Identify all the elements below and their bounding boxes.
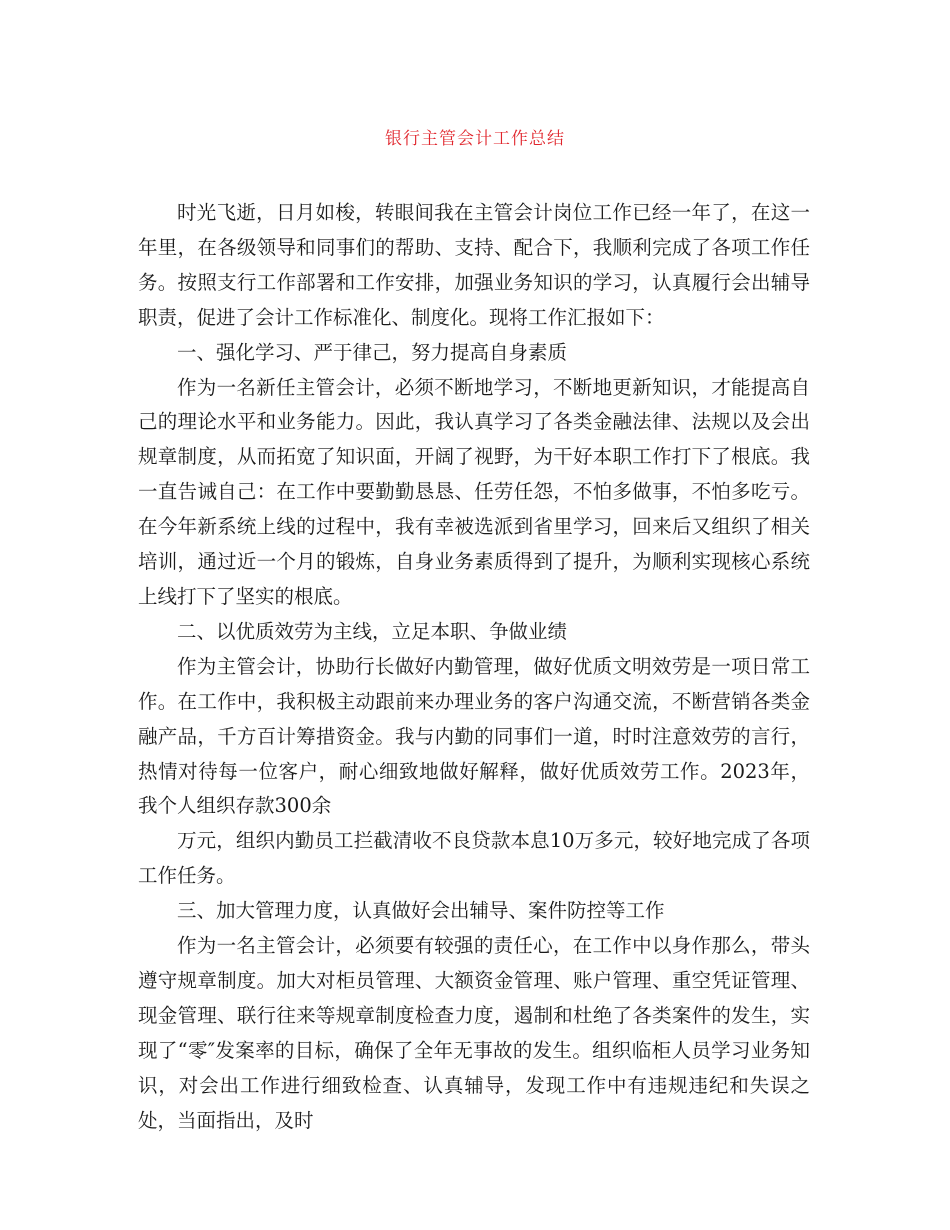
paragraph-section-2-cont: 万元，组织内勤员工拦截清收不良贷款本息10万多元，较好地完成了各项工作任务。 [138,829,810,888]
section-heading-1: 一、强化学习、严于律己，努力提高自身素质 [177,340,568,364]
section-heading-3: 三、加大管理力度，认真做好会出辅导、案件防控等工作 [177,899,665,923]
paragraph-section-3: 作为一名主管会计，必须要有较强的责任心，在工作中以身作那么，带头遵守规章制度。加大对柜员管理、大额资金管理、账户管理、重空凭证管理、现金管理、联行往来等规章制度检查力度，遏制和杜绝了各类案件的发生，实现了“零″发案率的目标，确保了全年无事故的发生。组织临柜人员学习业务知识，对会出工作进行细致检查、认真辅导，发现工作中有违规违纪和失误之处，当面指出，及时 [138,934,810,1132]
paragraph-section-1: 作为一名新任主管会计，必须不断地学习，不断地更新知识，才能提高自己的理论水平和业务能力。因此，我认真学习了各类金融法律、法规以及会出规章制度，从而拓宽了知识面，开阔了视野，为干好本职工作打下了根底。我一直告诫自己：在工作中要勤勤恳恳、任劳任怨，不怕多做事，不怕多吃亏。在今年新系统上线的过程中，我有幸被选派到省里学习，回来后又组织了相关培训，通过近一个月的锻炼，自身业务素质得到了提升，为顺利实现核心系统上线打下了坚实的根底。 [138,375,810,608]
document-body [138,196,810,1138]
paragraph-section-2: 作为主管会计，协助行长做好内勤管理，做好优质文明效劳是一项日常工作。在工作中，我积极主动跟前来办理业务的客户沟通交流，不断营销各类金融产品，千方百计筹措资金。我与内勤的同事们一道，时时注意效劳的言行，热情对待每一位客户，耐心细致地做好解释，做好优质效劳工作。2023年，我个人组织存款300余 [138,654,810,818]
section-heading-2: 二、以优质效劳为主线，立足本职、争做业绩 [177,619,568,643]
document-title: 银行主管会计工作总结 [385,129,565,149]
paragraph-intro: 时光飞逝，日月如梭，转眼间我在主管会计岗位工作已经一年了，在这一年里，在各级领导和同事们的帮助、支持、配合下，我顺利完成了各项工作任务。按照支行工作部署和工作安排，加强业务知识的学习，认真履行会出辅导职责，促进了会计工作标准化、制度化。现将工作汇报如下： [138,201,810,329]
